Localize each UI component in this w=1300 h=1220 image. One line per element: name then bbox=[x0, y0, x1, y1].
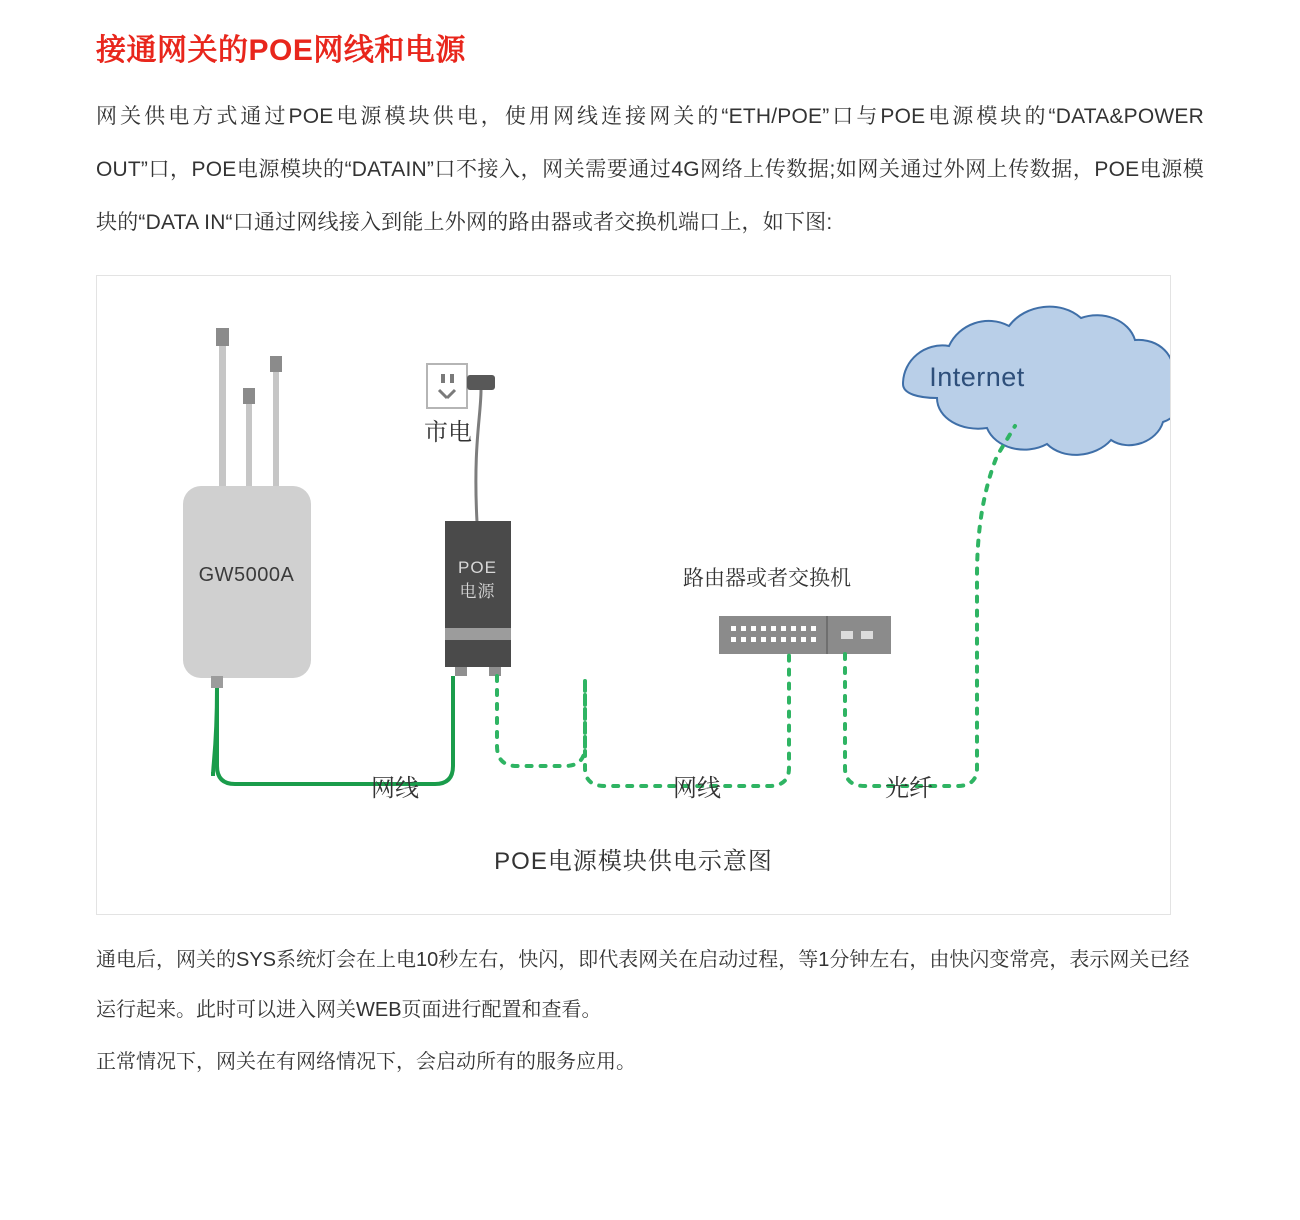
diagram-figure bbox=[96, 275, 1171, 915]
cable-router-to-internet bbox=[845, 426, 1015, 786]
poe-module-label bbox=[445, 556, 510, 604]
internet-label: Internet bbox=[929, 362, 1025, 392]
gateway-antennas bbox=[216, 328, 282, 488]
router-label: 路由器或者交换机 bbox=[683, 567, 851, 590]
footer-paragraph-1: 通电后，网关的SYS系统灯会在上电10秒左右，快闪，即代表网关在启动过程，等1分钟左右，由快闪变常亮，表示网关已经运行起来。此时可以进入网关WEB页面进行配置和查看。 bbox=[96, 949, 1190, 1021]
gateway-label: GW5000A bbox=[198, 564, 295, 586]
diagram-canvas bbox=[97, 276, 1170, 914]
poe-label-line1: POE bbox=[458, 558, 497, 577]
wire-label-3: 光纤 bbox=[885, 775, 933, 802]
figure-caption: POE电源模块供电示意图 bbox=[494, 848, 773, 875]
page-title: 接通网关的POE网线和电源 bbox=[96, 34, 466, 67]
footer-paragraph-2: 正常情况下，网关在有网络情况下，会启动所有的服务应用。 bbox=[96, 1051, 636, 1073]
wire-label-1: 网线 bbox=[371, 775, 419, 802]
router-switch-device bbox=[719, 616, 891, 654]
cable-poe-to-router bbox=[497, 654, 789, 786]
intro-paragraph: 网关供电方式通过POE电源模块供电，使用网线连接网关的“ETH/POE”口与POE电源模块的“DATA&POWER OUT”口，POE电源模块的“DATAIN”口不接入，网关需要通过4G网络上传数据;如网关通过外网上传数据，POE电源模块的“DATA IN“口通过网线接入到能上外网的路由器或者交换机端口上，如下图: bbox=[96, 105, 1226, 234]
gateway-device bbox=[183, 486, 311, 688]
wire-label-2: 网线 bbox=[673, 775, 721, 802]
poe-label-line2: 电源 bbox=[459, 582, 496, 601]
mains-label: 市电 bbox=[424, 419, 472, 446]
